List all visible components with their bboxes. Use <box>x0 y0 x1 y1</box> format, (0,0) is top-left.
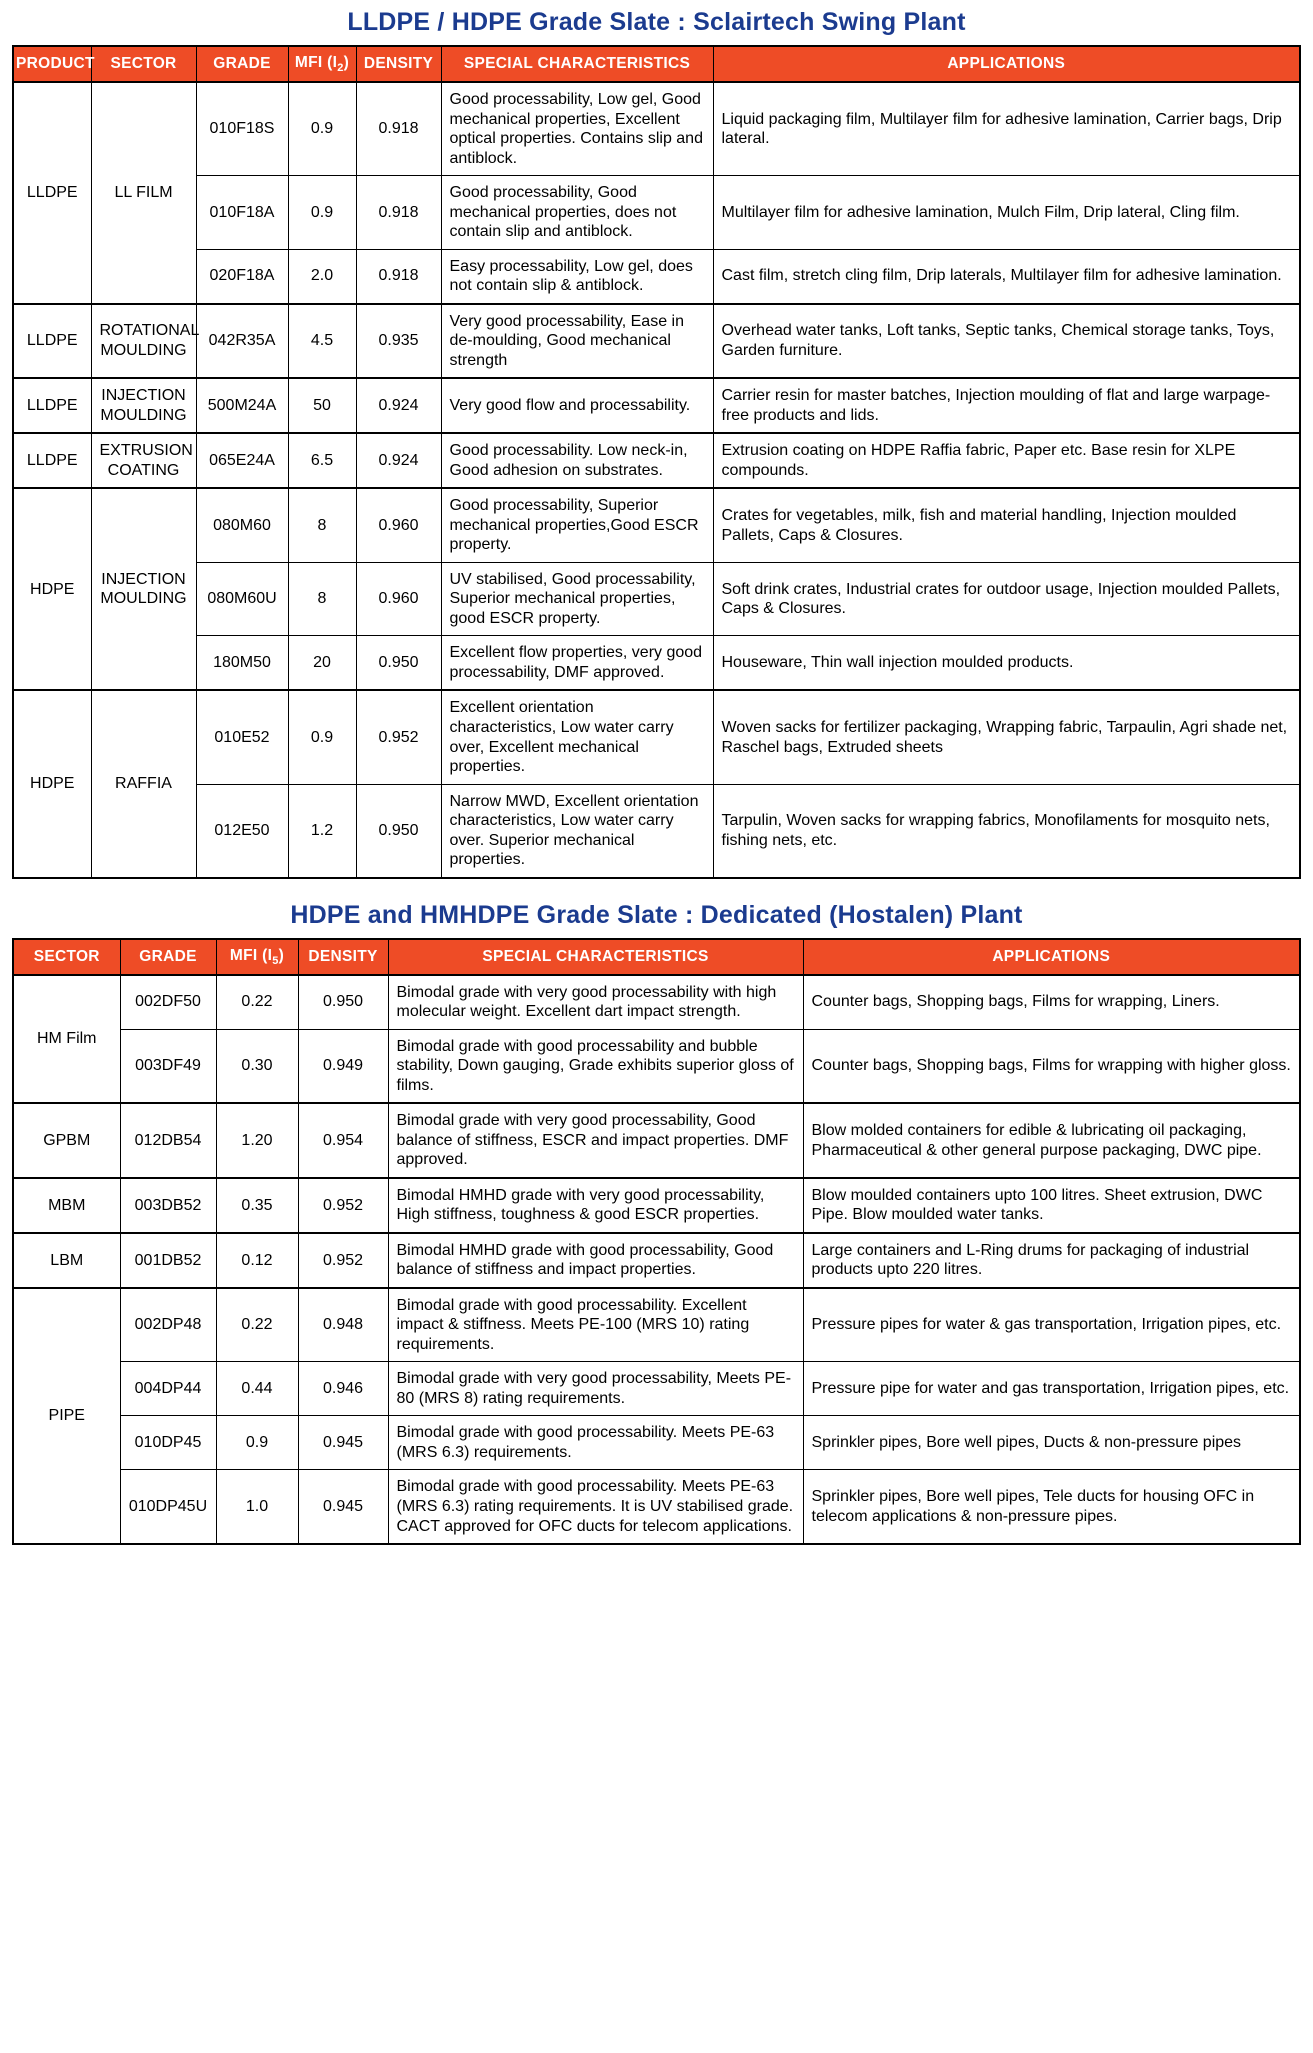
cell-density: 0.918 <box>356 82 441 176</box>
table-row <box>13 1029 1300 1103</box>
cell-applications: Cast film, stretch cling film, Drip laterals, Multilayer film for adhesive lamination. <box>713 249 1300 304</box>
cell-density: 0.945 <box>298 1470 388 1544</box>
cell-density: 0.952 <box>298 1178 388 1233</box>
cell-grade: 010E52 <box>196 690 288 784</box>
cell-sector: LL FILM <box>91 82 196 304</box>
cell-density: 0.954 <box>298 1103 388 1178</box>
cell-applications: Large containers and L-Ring drums for packaging of industrial products upto 220 litres. <box>803 1233 1300 1288</box>
cell-density: 0.946 <box>298 1362 388 1416</box>
cell-applications: Houseware, Thin wall injection moulded products. <box>713 636 1300 691</box>
cell-mfi: 1.2 <box>288 784 356 878</box>
cell-mfi: 0.30 <box>216 1029 298 1103</box>
cell-density: 0.950 <box>356 784 441 878</box>
col-mfi: MFI $(I_5)$ <box>216 939 298 975</box>
cell-density: 0.960 <box>356 562 441 636</box>
cell-mfi: 0.9 <box>288 690 356 784</box>
cell-characteristics: Very good flow and processability. <box>441 378 713 433</box>
table-row <box>13 1416 1300 1470</box>
cell-applications: Tarpulin, Woven sacks for wrapping fabrics, Monofilaments for mosquito nets, fishing nets, etc. <box>713 784 1300 878</box>
cell-grade: 180M50 <box>196 636 288 691</box>
col-product: PRODUCT <box>13 46 91 82</box>
col-density: DENSITY <box>356 46 441 82</box>
cell-applications: Counter bags, Shopping bags, Films for wrapping, Liners. <box>803 975 1300 1030</box>
cell-grade: 003DF49 <box>120 1029 216 1103</box>
cell-sector: EXTRUSION COATING <box>91 433 196 488</box>
cell-product: LLDPE <box>13 82 91 304</box>
cell-density: 0.950 <box>356 636 441 691</box>
table-row <box>13 82 1300 176</box>
cell-mfi: 0.9 <box>288 176 356 250</box>
cell-mfi: 0.44 <box>216 1362 298 1416</box>
cell-applications: Extrusion coating on HDPE Raffia fabric, Paper etc. Base resin for XLPE compounds. <box>713 433 1300 488</box>
cell-applications: Multilayer film for adhesive lamination, Mulch Film, Drip lateral, Cling film. <box>713 176 1300 250</box>
cell-density: 0.918 <box>356 249 441 304</box>
cell-sector: MBM <box>13 1178 120 1233</box>
cell-sector: INJECTION MOULDING <box>91 378 196 433</box>
cell-product: HDPE <box>13 488 91 690</box>
table-row <box>13 1103 1300 1178</box>
col-grade: GRADE <box>120 939 216 975</box>
cell-applications: Counter bags, Shopping bags, Films for wrapping with higher gloss. <box>803 1029 1300 1103</box>
cell-characteristics: Good processability. Low neck-in, Good adhesion on substrates. <box>441 433 713 488</box>
cell-applications: Sprinkler pipes, Bore well pipes, Ducts & non-pressure pipes <box>803 1416 1300 1470</box>
table-row <box>13 1288 1300 1362</box>
cell-grade: 002DP48 <box>120 1288 216 1362</box>
cell-grade: 001DB52 <box>120 1233 216 1288</box>
cell-density: 0.948 <box>298 1288 388 1362</box>
table-row <box>13 433 1300 488</box>
cell-applications: Pressure pipes for water & gas transportation, Irrigation pipes, etc. <box>803 1288 1300 1362</box>
cell-mfi: 0.22 <box>216 1288 298 1362</box>
cell-density: 0.952 <box>298 1233 388 1288</box>
cell-grade: 080M60 <box>196 488 288 562</box>
cell-product: LLDPE <box>13 378 91 433</box>
cell-grade: 042R35A <box>196 304 288 379</box>
cell-mfi: 20 <box>288 636 356 691</box>
cell-characteristics: Bimodal grade with very good processability, Meets PE-80 (MRS 8) rating requirements. <box>388 1362 803 1416</box>
cell-applications: Woven sacks for fertilizer packaging, Wrapping fabric, Tarpaulin, Agri shade net, Raschel bags, Extruded sheets <box>713 690 1300 784</box>
cell-mfi: 0.22 <box>216 975 298 1030</box>
document-page <box>0 8 1313 1551</box>
cell-characteristics: Narrow MWD, Excellent orientation characteristics, Low water carry over. Superior mechanical properties. <box>441 784 713 878</box>
cell-characteristics: Bimodal HMHD grade with good processability, Good balance of stiffness and impact properties. <box>388 1233 803 1288</box>
cell-mfi: 1.20 <box>216 1103 298 1178</box>
cell-density: 0.935 <box>356 304 441 379</box>
table-row <box>13 304 1300 379</box>
cell-applications: Crates for vegetables, milk, fish and material handling, Injection moulded Pallets, Caps & Closures. <box>713 488 1300 562</box>
cell-sector: LBM <box>13 1233 120 1288</box>
cell-characteristics: Easy processability, Low gel, does not contain slip & antiblock. <box>441 249 713 304</box>
cell-product: HDPE <box>13 690 91 877</box>
table-row <box>13 488 1300 562</box>
table-2-header-row <box>13 939 1300 975</box>
cell-mfi: 0.9 <box>216 1416 298 1470</box>
cell-mfi: 4.5 <box>288 304 356 379</box>
cell-grade: 010DP45U <box>120 1470 216 1544</box>
cell-density: 0.950 <box>298 975 388 1030</box>
cell-applications: Carrier resin for master batches, Injection moulding of flat and large warpage-free products and lids. <box>713 378 1300 433</box>
cell-grade: 080M60U <box>196 562 288 636</box>
cell-applications: Soft drink crates, Industrial crates for outdoor usage, Injection moulded Pallets, Caps & Closures. <box>713 562 1300 636</box>
cell-density: 0.952 <box>356 690 441 784</box>
cell-applications: Liquid packaging film, Multilayer film for adhesive lamination, Carrier bags, Drip lateral. <box>713 82 1300 176</box>
cell-applications: Overhead water tanks, Loft tanks, Septic tanks, Chemical storage tanks, Toys, Garden furniture. <box>713 304 1300 379</box>
table-row <box>13 378 1300 433</box>
cell-applications: Blow molded containers for edible & lubricating oil packaging, Pharmaceutical & other general purpose packaging, DWC pipe. <box>803 1103 1300 1178</box>
cell-density: 0.949 <box>298 1029 388 1103</box>
table-row <box>13 784 1300 878</box>
cell-grade: 010DP45 <box>120 1416 216 1470</box>
table-row <box>13 249 1300 304</box>
cell-grade: 020F18A <box>196 249 288 304</box>
table-1-body <box>13 82 1300 878</box>
cell-mfi: 0.12 <box>216 1233 298 1288</box>
cell-characteristics: Good processability, Low gel, Good mechanical properties, Excellent optical properties. Contains slip and antiblock. <box>441 82 713 176</box>
cell-characteristics: Very good processability, Ease in de-moulding, Good mechanical strength <box>441 304 713 379</box>
table-row <box>13 1233 1300 1288</box>
mfi-subscript: 2 <box>337 62 344 75</box>
cell-sector: HM Film <box>13 975 120 1104</box>
cell-grade: 003DB52 <box>120 1178 216 1233</box>
cell-characteristics: Bimodal grade with very good processability, Good balance of stiffness, ESCR and impact properties. DMF approved. <box>388 1103 803 1178</box>
grade-slate-table-2 <box>12 938 1301 1545</box>
cell-mfi: 6.5 <box>288 433 356 488</box>
cell-grade: 010F18S <box>196 82 288 176</box>
cell-characteristics: Bimodal grade with good processability. Meets PE-63 (MRS 6.3) rating requirements. It is UV stabilised grade. CACT approved for OFC ducts for telecom applications. <box>388 1470 803 1544</box>
table-row <box>13 1178 1300 1233</box>
cell-applications: Pressure pipe for water and gas transportation, Irrigation pipes, etc. <box>803 1362 1300 1416</box>
cell-sector: RAFFIA <box>91 690 196 877</box>
cell-density: 0.945 <box>298 1416 388 1470</box>
cell-characteristics: Good processability, Good mechanical properties, does not contain slip and antiblock. <box>441 176 713 250</box>
table-row <box>13 176 1300 250</box>
col-applications: APPLICATIONS <box>713 46 1300 82</box>
cell-grade: 065E24A <box>196 433 288 488</box>
table-row <box>13 1362 1300 1416</box>
cell-mfi: 8 <box>288 562 356 636</box>
cell-density: 0.960 <box>356 488 441 562</box>
cell-mfi: 0.35 <box>216 1178 298 1233</box>
table-row <box>13 975 1300 1030</box>
cell-sector: PIPE <box>13 1288 120 1544</box>
col-mfi: MFI $(I_2)$ <box>288 46 356 82</box>
cell-grade: 012DB54 <box>120 1103 216 1178</box>
col-density: DENSITY <box>298 939 388 975</box>
cell-grade: 010F18A <box>196 176 288 250</box>
col-sector: SECTOR <box>91 46 196 82</box>
cell-product: LLDPE <box>13 304 91 379</box>
cell-characteristics: Bimodal grade with very good processability with high molecular weight. Excellent dart impact strength. <box>388 975 803 1030</box>
col-applications: APPLICATIONS <box>803 939 1300 975</box>
cell-mfi: 0.9 <box>288 82 356 176</box>
page-title-1: LLDPE / HDPE Grade Slate : Sclairtech Swing Plant <box>347 8 966 36</box>
cell-sector: INJECTION MOULDING <box>91 488 196 690</box>
cell-sector: ROTATIONAL MOULDING <box>91 304 196 379</box>
cell-characteristics: Excellent flow properties, very good processability, DMF approved. <box>441 636 713 691</box>
table-row <box>13 636 1300 691</box>
cell-characteristics: UV stabilised, Good processability, Superior mechanical properties, good ESCR property. <box>441 562 713 636</box>
table-2-body <box>13 975 1300 1544</box>
mfi-subscript: 5 <box>272 954 279 967</box>
cell-characteristics: Good processability, Superior mechanical properties,Good ESCR property. <box>441 488 713 562</box>
table-row <box>13 562 1300 636</box>
cell-characteristics: Bimodal HMHD grade with very good processability, High stiffness, toughness & good ESCR properties. <box>388 1178 803 1233</box>
grade-slate-table-1 <box>12 45 1301 879</box>
cell-applications: Blow moulded containers upto 100 litres. Sheet extrusion, DWC Pipe. Blow moulded water tanks. <box>803 1178 1300 1233</box>
cell-characteristics: Excellent orientation characteristics, Low water carry over, Excellent mechanical properties. <box>441 690 713 784</box>
table-row <box>13 1470 1300 1544</box>
cell-grade: 004DP44 <box>120 1362 216 1416</box>
page-title-2: HDPE and HMHDPE Grade Slate : Dedicated (Hostalen) Plant <box>290 900 1023 929</box>
col-grade: GRADE <box>196 46 288 82</box>
cell-grade: 012E50 <box>196 784 288 878</box>
cell-mfi: 8 <box>288 488 356 562</box>
cell-characteristics: Bimodal grade with good processability and bubble stability, Down gauging, Grade exhibits superior gloss of films. <box>388 1029 803 1103</box>
cell-characteristics: Bimodal grade with good processability. Excellent impact & stiffness. Meets PE-100 (MRS 10) rating requirements. <box>388 1288 803 1362</box>
col-special-characteristics: SPECIAL CHARACTERISTICS <box>441 46 713 82</box>
cell-mfi: 50 <box>288 378 356 433</box>
cell-mfi: 2.0 <box>288 249 356 304</box>
col-sector: SECTOR <box>13 939 120 975</box>
cell-mfi: 1.0 <box>216 1470 298 1544</box>
cell-applications: Sprinkler pipes, Bore well pipes, Tele ducts for housing OFC in telecom applications & non-pressure pipes. <box>803 1470 1300 1544</box>
cell-grade: 500M24A <box>196 378 288 433</box>
cell-density: 0.924 <box>356 433 441 488</box>
cell-density: 0.924 <box>356 378 441 433</box>
cell-grade: 002DF50 <box>120 975 216 1030</box>
cell-density: 0.918 <box>356 176 441 250</box>
table-row <box>13 690 1300 784</box>
cell-product: LLDPE <box>13 433 91 488</box>
cell-sector: GPBM <box>13 1103 120 1178</box>
col-special-characteristics: SPECIAL CHARACTERISTICS <box>388 939 803 975</box>
table-1-header-row <box>13 46 1300 82</box>
cell-characteristics: Bimodal grade with good processability. Meets PE-63 (MRS 6.3) requirements. <box>388 1416 803 1470</box>
